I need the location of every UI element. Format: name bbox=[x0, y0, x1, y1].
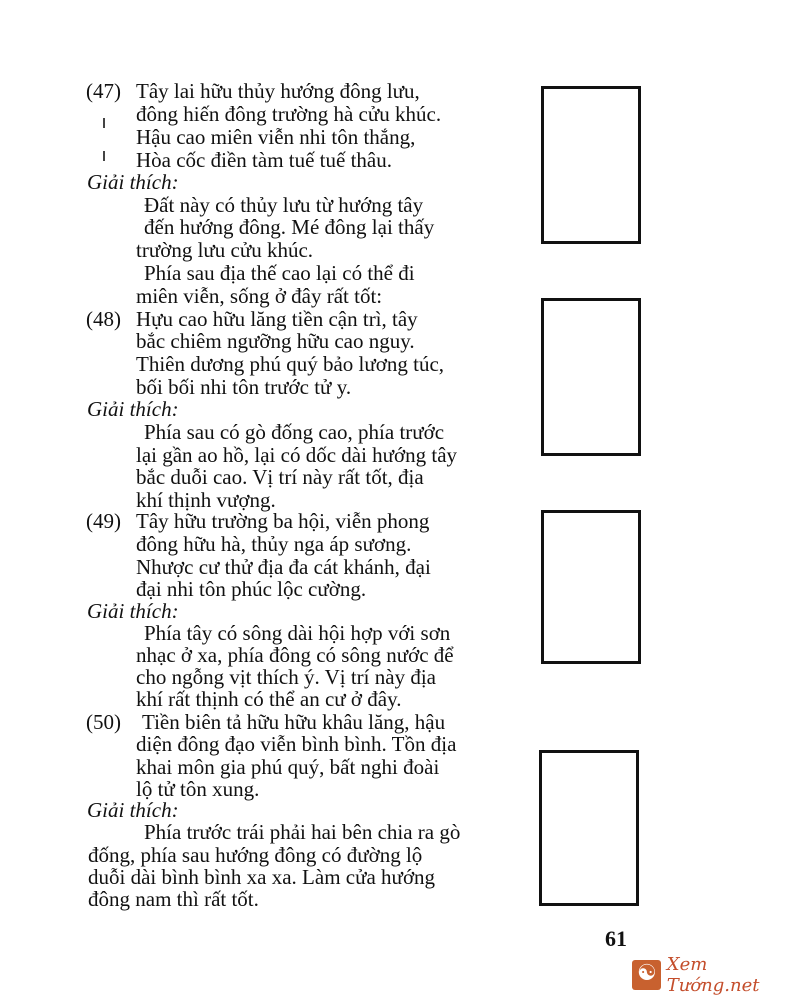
verse-line: Tiền biên tả hữu hữu khâu lăng, hậu bbox=[142, 710, 446, 734]
diagram-box-50 bbox=[539, 750, 639, 906]
verse-line: Hòa cốc điền tàm tuế tuế thâu. bbox=[136, 148, 392, 172]
explanation-line: đông nam thì rất tốt. bbox=[88, 887, 259, 911]
explanation-label: Giải thích: bbox=[87, 170, 179, 194]
explanation-label: Giải thích: bbox=[87, 397, 179, 421]
margin-mark bbox=[103, 118, 105, 128]
entry-number: (47) bbox=[86, 79, 121, 103]
verse-line: Hậu cao miên viễn nhi tôn thắng, bbox=[136, 125, 416, 149]
margin-mark bbox=[103, 151, 105, 161]
explanation-line: Phía sau có gò đống cao, phía trước bbox=[144, 420, 445, 444]
verse-line: Thiên dương phú quý bảo lương túc, bbox=[136, 352, 445, 376]
explanation-label: Giải thích: bbox=[87, 798, 179, 822]
verse-line: Hựu cao hữu lăng tiền cận trì, tây bbox=[136, 307, 418, 331]
verse-line: đại nhi tôn phúc lộc cường. bbox=[136, 577, 367, 601]
yin-yang-icon bbox=[632, 960, 661, 990]
verse-line: lộ tử tôn xung. bbox=[136, 777, 260, 801]
explanation-line: khí thịnh vượng. bbox=[136, 488, 276, 512]
entry-number: (48) bbox=[86, 307, 121, 331]
verse-line: bắc chiêm ngưỡng hữu cao nguy. bbox=[136, 329, 415, 353]
explanation-line: Đất này có thủy lưu từ hướng tây bbox=[144, 193, 424, 217]
verse-line: khai môn gia phú quý, bất nghi đoài bbox=[136, 755, 440, 779]
explanation-line: duỗi dài bình bình xa xa. Làm cửa hướng bbox=[88, 865, 436, 889]
entry-number: (50) bbox=[86, 710, 121, 734]
verse-line: đông hiến đông trường hà cửu khúc. bbox=[136, 102, 442, 126]
explanation-line: Phía trước trái phải hai bên chia ra gò bbox=[144, 820, 461, 844]
verse-line: Tây hữu trường ba hội, viễn phong bbox=[136, 509, 430, 533]
verse-line: Nhược cư thử địa đa cát khánh, đại bbox=[136, 555, 431, 579]
explanation-line: miên viễn, sống ở đây rất tốt: bbox=[136, 284, 383, 308]
explanation-line: trường lưu cửu khúc. bbox=[136, 238, 314, 262]
diagram-box-47 bbox=[541, 86, 641, 244]
verse-line: bối bối nhi tôn trước tử y. bbox=[136, 375, 352, 399]
verse-line: diện đông đạo viễn bình bình. Tồn địa bbox=[136, 732, 457, 756]
explanation-line: bắc duỗi cao. Vị trí này rất tốt, địa bbox=[136, 465, 424, 489]
explanation-line: cho ngỗng vịt thích ý. Vị trí này địa bbox=[136, 665, 436, 689]
diagram-box-49 bbox=[541, 510, 641, 664]
watermark bbox=[632, 954, 800, 996]
explanation-label: Giải thích: bbox=[87, 599, 179, 623]
explanation-line: đống, phía sau hướng đông có đường lộ bbox=[88, 843, 423, 867]
explanation-line: lại gần ao hồ, lại có dốc dài hướng tây bbox=[136, 443, 458, 467]
explanation-line: khí rất thịnh có thể an cư ở đây. bbox=[136, 687, 402, 711]
entry-number: (49) bbox=[86, 509, 121, 533]
watermark-text: Xem Tướng.net bbox=[666, 954, 760, 996]
diagram-box-48 bbox=[541, 298, 641, 456]
verse-line: đông hữu hà, thủy nga áp sương. bbox=[136, 532, 412, 556]
explanation-line: nhạc ở xa, phía đông có sông nước để bbox=[136, 643, 454, 667]
verse-line: Tây lai hữu thủy hướng đông lưu, bbox=[136, 79, 420, 103]
explanation-line: đến hướng đông. Mé đông lại thấy bbox=[144, 215, 435, 239]
explanation-line: Phía tây có sông dài hội hợp với sơn bbox=[144, 621, 451, 645]
page-number: 61 bbox=[605, 926, 627, 951]
explanation-line: Phía sau địa thế cao lại có thể đi bbox=[144, 261, 415, 285]
